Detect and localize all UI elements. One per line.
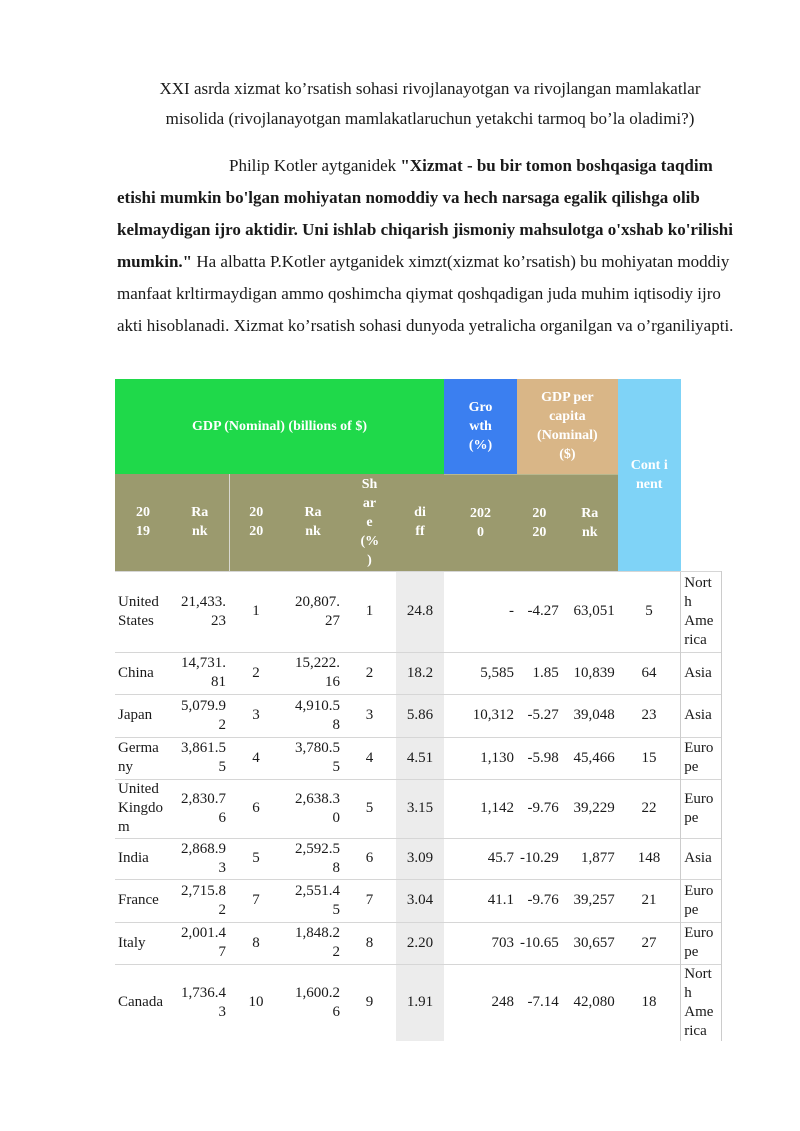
cell-gdp2019: 2,830.7 6 <box>171 779 229 838</box>
intro-paragraph <box>117 150 747 342</box>
cell-share: 3.04 <box>396 879 444 922</box>
cell-country: United Kingdo m <box>115 779 171 838</box>
cell-continent: Asia <box>681 652 722 694</box>
cell-gdp2020: 4,910.5 8 <box>283 694 343 737</box>
cell-continent: Nort h Ame rica <box>681 964 722 1041</box>
cell-growth: -10.65 <box>517 922 562 964</box>
cell-gdp2019: 21,433. 23 <box>171 571 229 652</box>
table-row <box>115 964 722 1041</box>
cell-diff: 703 <box>444 922 517 964</box>
cell-rank: 148 <box>618 838 681 879</box>
cell-percap: 39,048 <box>562 694 618 737</box>
cell-gdp2020: 15,222. 16 <box>283 652 343 694</box>
table-row <box>115 922 722 964</box>
sub-header: 20 20 <box>249 505 264 540</box>
cell-country: Canada <box>115 964 171 1041</box>
cell-rank2019: 10 <box>229 964 283 1041</box>
cell-continent: Euro pe <box>681 779 722 838</box>
cell-gdp2020: 2,592.5 8 <box>283 838 343 879</box>
cell-country: Japan <box>115 694 171 737</box>
table-row <box>115 838 722 879</box>
cell-gdp2020: 2,638.3 0 <box>283 779 343 838</box>
cell-growth: -9.76 <box>517 779 562 838</box>
cell-rank: 23 <box>618 694 681 737</box>
cell-rank: 22 <box>618 779 681 838</box>
sub-header: 202 0 <box>470 505 491 540</box>
cell-diff: 45.7 <box>444 838 517 879</box>
cell-country: China <box>115 652 171 694</box>
sub-header: Ra nk <box>191 505 209 540</box>
cell-rank2019: 7 <box>229 879 283 922</box>
sub-header: 20 20 <box>532 505 547 540</box>
cell-rank2020: 2 <box>343 652 396 694</box>
table-row <box>115 652 722 694</box>
cell-rank2020: 5 <box>343 779 396 838</box>
cell-country: India <box>115 838 171 879</box>
cell-share: 2.20 <box>396 922 444 964</box>
cell-gdp2019: 2,868.9 3 <box>171 838 229 879</box>
sub-header: Ra nk <box>304 505 322 540</box>
gdp-per-capita-header: GDP per capita (Nominal) ($) <box>517 379 618 474</box>
cell-rank: 15 <box>618 737 681 779</box>
cell-gdp2020: 1,848.2 2 <box>283 922 343 964</box>
cell-growth: -7.14 <box>517 964 562 1041</box>
cell-rank2019: 2 <box>229 652 283 694</box>
sub-header: di ff <box>414 505 426 540</box>
cell-share: 3.09 <box>396 838 444 879</box>
cell-growth: -9.76 <box>517 879 562 922</box>
cell-diff: 1,130 <box>444 737 517 779</box>
cell-growth: -5.27 <box>517 694 562 737</box>
cell-rank2019: 5 <box>229 838 283 879</box>
cell-growth: -4.27 <box>517 571 562 652</box>
cell-percap: 42,080 <box>562 964 618 1041</box>
cell-country: Italy <box>115 922 171 964</box>
cell-share: 18.2 <box>396 652 444 694</box>
cell-country: France <box>115 879 171 922</box>
cell-gdp2019: 5,079.9 2 <box>171 694 229 737</box>
cell-gdp2020: 1,600.2 6 <box>283 964 343 1041</box>
cell-gdp2019: 14,731. 81 <box>171 652 229 694</box>
cell-rank2020: 9 <box>343 964 396 1041</box>
cell-gdp2019: 2,715.8 2 <box>171 879 229 922</box>
cell-rank2020: 3 <box>343 694 396 737</box>
cell-percap: 30,657 <box>562 922 618 964</box>
cell-gdp2019: 1,736.4 3 <box>171 964 229 1041</box>
continent-header: Cont inent <box>618 379 681 571</box>
cell-diff: 5,585 <box>444 652 517 694</box>
cell-continent: Euro pe <box>681 879 722 922</box>
cell-rank: 18 <box>618 964 681 1041</box>
cell-percap: 39,229 <box>562 779 618 838</box>
cell-country: United States <box>115 571 171 652</box>
cell-percap: 10,839 <box>562 652 618 694</box>
cell-diff: 10,312 <box>444 694 517 737</box>
sub-header: Ra nk <box>581 505 599 540</box>
document-title <box>110 74 750 134</box>
cell-continent: Asia <box>681 838 722 879</box>
cell-diff: 1,142 <box>444 779 517 838</box>
cell-country: Germa ny <box>115 737 171 779</box>
cell-diff: 41.1 <box>444 879 517 922</box>
sub-header: 20 19 <box>136 505 150 540</box>
cell-continent: Nort h Ame rica <box>681 571 722 652</box>
paragraph-rest: Ha albatta P.Kotler aytganidek ximzt(xizmat ko’rsatish) bu mohiyatan moddiy manfaat krltirmaydigan ammo qoshimcha qiymat qoshqadigan juda muhim iqtisodiy ijro akti hisoblanadi. Xizmat ko’rsatish sohasi dunyoda yetralicha organilgan va o’rganiliyapti. <box>117 252 734 335</box>
table-row <box>115 571 722 652</box>
cell-share: 5.86 <box>396 694 444 737</box>
cell-gdp2019: 2,001.4 7 <box>171 922 229 964</box>
cell-rank2020: 6 <box>343 838 396 879</box>
sub-header: Sh are (% ) <box>360 476 380 568</box>
cell-gdp2020: 20,807. 27 <box>283 571 343 652</box>
cell-percap: 45,466 <box>562 737 618 779</box>
table-row <box>115 737 722 779</box>
cell-rank2019: 4 <box>229 737 283 779</box>
cell-percap: 1,877 <box>562 838 618 879</box>
cell-rank2020: 8 <box>343 922 396 964</box>
cell-rank: 5 <box>618 571 681 652</box>
cell-share: 4.51 <box>396 737 444 779</box>
cell-rank2019: 1 <box>229 571 283 652</box>
title-line-1: XXI asrda xizmat ko’rsatish sohasi rivojlanayotgan va rivojlangan mamlakatlar <box>159 79 701 98</box>
kotler-quote: "Xizmat - bu bir tomon boshqasiga taqdim etishi mumkin bo'lgan mohiyatan nomoddiy va hech narsaga egalik qilishga olib kelmaydigan ijro aktidir. Uni ishlab chiqarish jismoniy mahsulotga o'xshab ko'rilishi mumkin." <box>117 156 733 271</box>
cell-rank2020: 4 <box>343 737 396 779</box>
cell-share: 3.15 <box>396 779 444 838</box>
cell-share: 1.91 <box>396 964 444 1041</box>
cell-gdp2019: 3,861.5 5 <box>171 737 229 779</box>
table-row <box>115 779 722 838</box>
cell-rank: 27 <box>618 922 681 964</box>
cell-gdp2020: 2,551.4 5 <box>283 879 343 922</box>
cell-share: 24.8 <box>396 571 444 652</box>
group-header-row <box>115 379 722 474</box>
cell-continent: Euro pe <box>681 737 722 779</box>
growth-header: Gro wth (%) <box>444 379 517 474</box>
cell-rank2019: 3 <box>229 694 283 737</box>
cell-continent: Asia <box>681 694 722 737</box>
cell-growth: -5.98 <box>517 737 562 779</box>
gdp-nominal-header: GDP (Nominal) (billions of $) <box>115 379 444 474</box>
cell-percap: 63,051 <box>562 571 618 652</box>
cell-gdp2020: 3,780.5 5 <box>283 737 343 779</box>
cell-diff: 248 <box>444 964 517 1041</box>
cell-growth: 1.85 <box>517 652 562 694</box>
cell-percap: 39,257 <box>562 879 618 922</box>
title-line-2: misolida (rivojlanayotgan mamlakatlaruchun yetakchi tarmoq bo’la oladimi?) <box>165 109 695 128</box>
table-row <box>115 879 722 922</box>
table-row <box>115 694 722 737</box>
cell-continent: Euro pe <box>681 922 722 964</box>
cell-diff: - <box>444 571 517 652</box>
cell-rank2020: 1 <box>343 571 396 652</box>
intro-text: Philip Kotler aytganidek <box>229 156 401 175</box>
gdp-table <box>115 379 722 1041</box>
gdp-table-body <box>115 379 722 1041</box>
cell-rank: 21 <box>618 879 681 922</box>
cell-rank2019: 6 <box>229 779 283 838</box>
cell-rank2020: 7 <box>343 879 396 922</box>
cell-rank: 64 <box>618 652 681 694</box>
cell-rank2019: 8 <box>229 922 283 964</box>
cell-growth: -10.29 <box>517 838 562 879</box>
